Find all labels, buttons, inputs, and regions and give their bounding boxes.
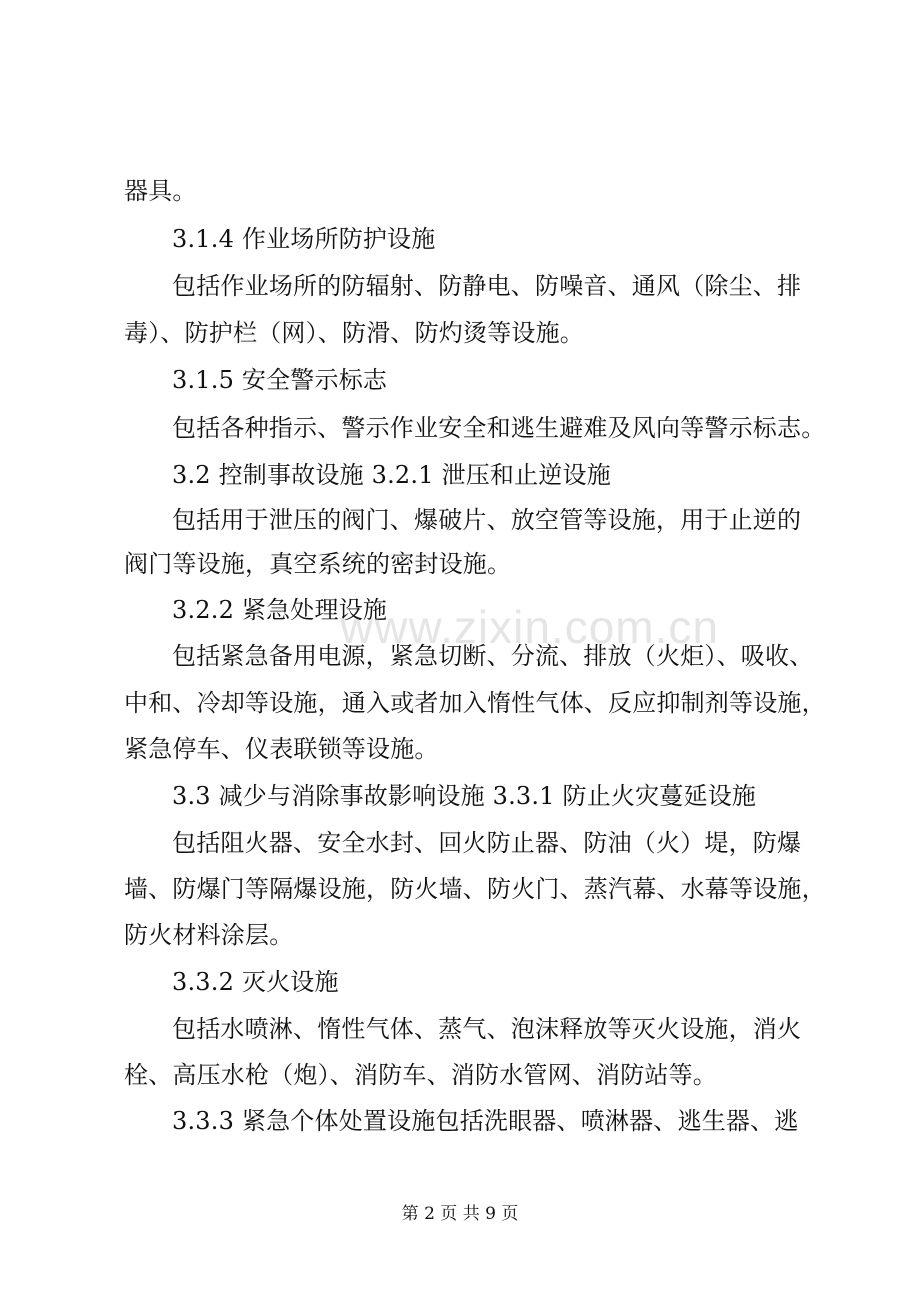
text-line: 器具。 (124, 177, 197, 205)
section-heading: 3.2 控制事故设施 3.2.1 泄压和止逆设施 (172, 461, 611, 489)
text-line: 毒）、防护栏（网）、防滑、防灼烫等设施。 (124, 319, 584, 347)
text-line: 3.3.3 紧急个体处置设施包括洗眼器、喷淋器、逃生器、逃 (172, 1107, 799, 1135)
section-heading: 3.1.4 作业场所防护设施 (172, 225, 436, 253)
text-line: 包括水喷淋、惰性气体、蒸气、泡沫释放等灭火设施，消火 (172, 1015, 802, 1043)
text-line: 紧急停车、仪表联锁等设施。 (124, 735, 439, 763)
text-line: 阀门等设施，真空系统的密封设施。 (124, 550, 512, 578)
section-heading: 3.2.2 紧急处理设施 (172, 596, 388, 624)
text-line: 栓、高压水枪（炮）、消防车、消防水管网、消防站等。 (124, 1061, 717, 1089)
watermark: www.zixin.com.cn (340, 601, 719, 653)
text-line: 包括紧急备用电源，紧急切断、分流、排放（火炬）、吸收、 (172, 642, 814, 670)
text-line: 墙、防爆门等隔爆设施，防火墙、防火门、蒸汽幕、水幕等设施， (124, 875, 826, 903)
text-line: 包括各种指示、警示作业安全和逃生避难及风向等警示标志。 (172, 414, 826, 442)
text-line: 包括阻火器、安全水封、回火防止器、防油（火）堤，防爆 (172, 829, 802, 857)
text-line: 防火材料涂层。 (124, 921, 294, 949)
section-heading: 3.1.5 安全警示标志 (172, 366, 388, 394)
section-heading: 3.3 减少与消除事故影响设施 3.3.1 防止火灾蔓延设施 (172, 782, 757, 810)
section-heading: 3.3.2 灭火设施 (172, 968, 339, 996)
page-footer: 第 2 页 共 9 页 (401, 1204, 519, 1224)
text-line: 中和、冷却等设施，通入或者加入惰性气体、反应抑制剂等设施， (124, 689, 826, 717)
text-line: 包括用于泄压的阀门、爆破片、放空管等设施，用于止逆的 (172, 506, 802, 534)
text-line: 包括作业场所的防辐射、防静电、防噪音、通风（除尘、排 (172, 272, 802, 300)
